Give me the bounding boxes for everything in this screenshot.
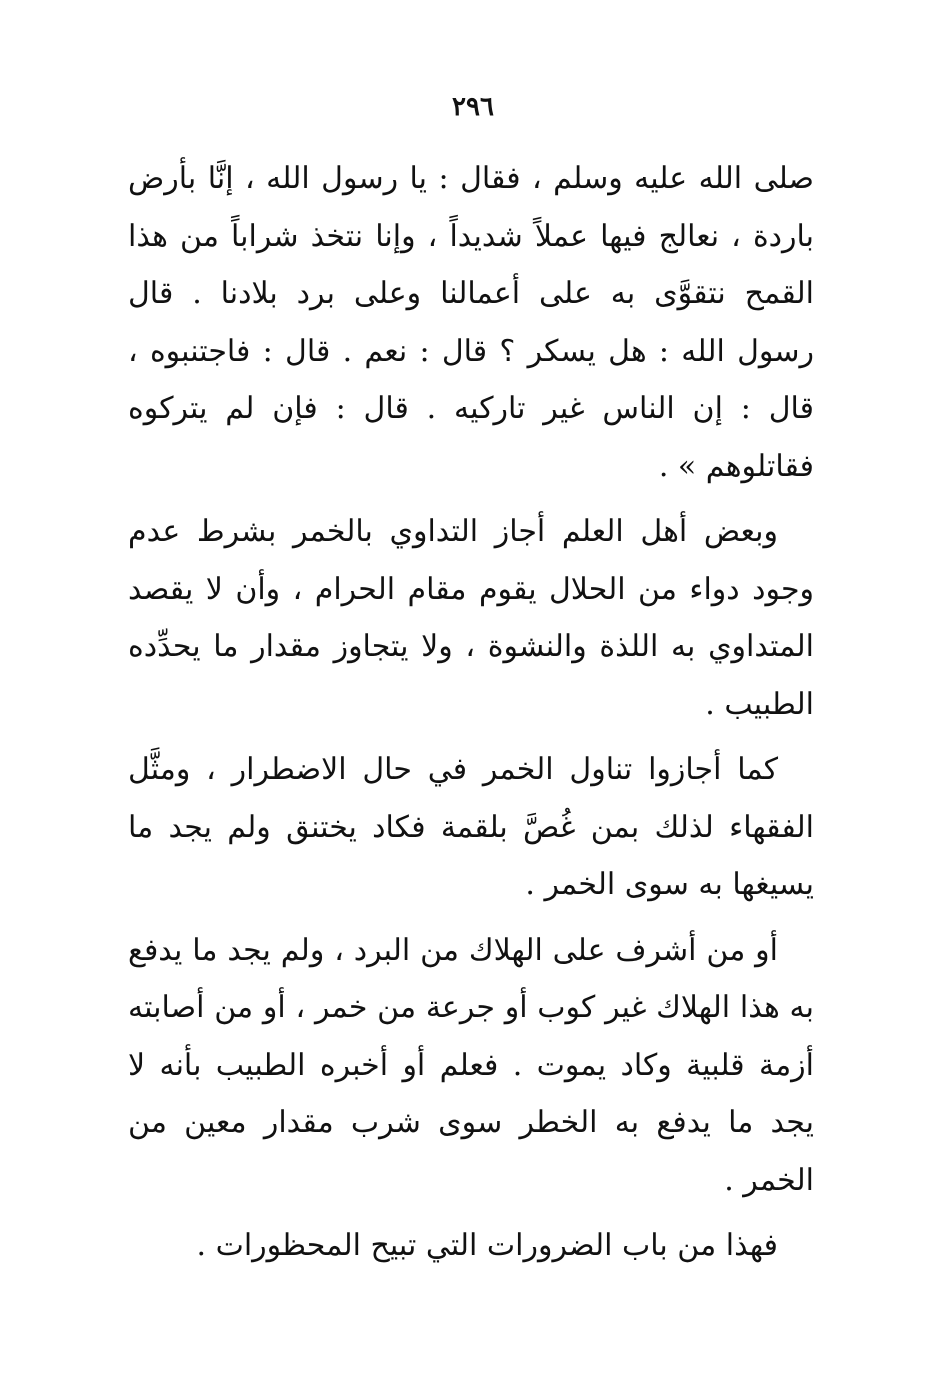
paragraph-medical-use: وبعض أهل العلم أجاز التداوي بالخمر بشرط عدم وجود دواء من الحلال يقوم مقام الحرام ، وأن لا يقصد المتداوي به اللذة والنشوة ، ولا يتجاوز مقدار ما يحدِّده الطبيب . — [128, 514, 814, 722]
paragraph-necessity: كما أجازوا تناول الخمر في حال الاضطرار ، ومثَّل الفقهاء لذلك بمن غُصَّ بلقمة فكاد يختنق ولم يجد ما يسيغها به سوى الخمر . — [128, 752, 814, 902]
paragraph-examples: أو من أشرف على الهلاك من البرد ، ولم يجد ما يدفع به هذا الهلاك غير كوب أو جرعة من خمر ، أو من أصابته أزمة قلبية وكاد يموت . فعلم أو أخبره الطبيب بأنه لا يجد ما يدفع به الخطر سوى شرب مقدار معين من الخمر . — [128, 932, 814, 1198]
page-body — [128, 150, 814, 1283]
paragraph-hadith-continuation: صلى الله عليه وسلم ، فقال : يا رسول الله ، إنَّا بأرض باردة ، نعالج فيها عملاً شديداً ، وإنا نتخذ شراباً من هذا القمح نتقوَّى به على أعمالنا وعلى برد بلادنا . قال رسول الله : هل يسكر ؟ قال : نعم . قال : فاجتنبوه ، قال : إن الناس غير تاركيه . قال : فإن لم يتركوه فقاتلوهم » . — [128, 161, 814, 484]
page-number: ٢٩٦ — [452, 92, 494, 122]
paragraph-conclusion: فهذا من باب الضرورات التي تبيح المحظورات . — [196, 1228, 778, 1263]
